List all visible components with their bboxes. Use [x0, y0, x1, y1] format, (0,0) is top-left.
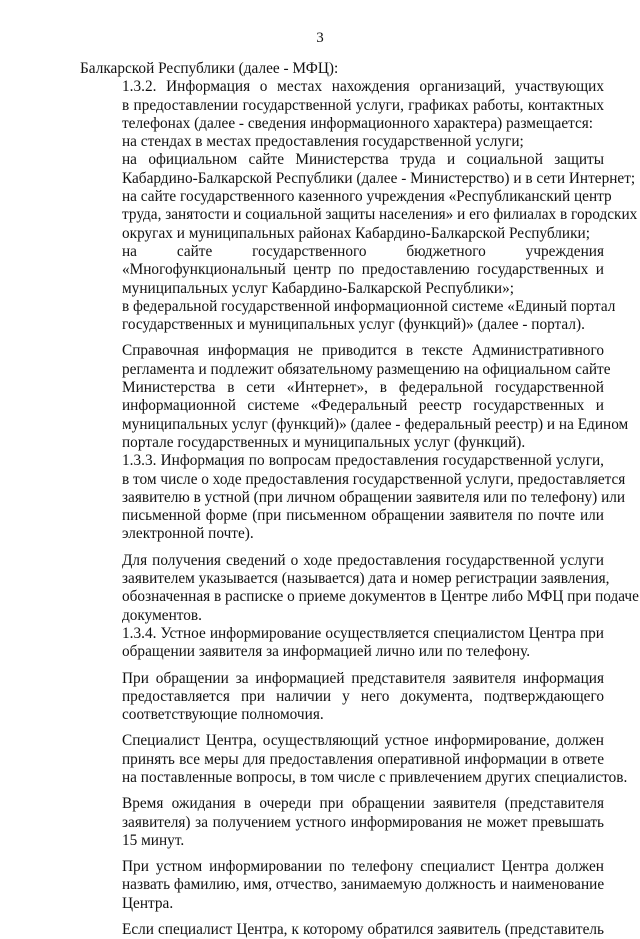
text-line: 1.3.4. Устное информирование осуществляется специалистом Центра при [122, 624, 604, 642]
paragraph [80, 795, 604, 850]
text-line: «Многофункциональный центр по предоставлению государственных и [122, 261, 604, 279]
text-line: 1.3.2. Информация о местах нахождения организаций, участвующих [122, 78, 604, 96]
text-line: 1.3.3. Информация по вопросам предоставления государственной услуги, [122, 452, 604, 470]
document-body [80, 60, 639, 939]
paragraph [80, 133, 604, 151]
paragraph [80, 78, 604, 133]
text-line: предоставляется при наличии у него документа, подтверждающего [122, 687, 604, 705]
text-line: заявителю в устной (при личном обращении заявителя или по телефону) или [122, 488, 626, 506]
text-line: в предоставлении государственной услуги, графиках работы, контактных [122, 96, 604, 114]
paragraph [80, 151, 636, 188]
text-line: Для получения сведений о ходе предоставления государственной услуги [122, 551, 604, 569]
text-line: на поставленные вопросы, в том числе с привлечением других специалистов. [122, 768, 628, 786]
paragraph [80, 60, 604, 78]
text-line: Если специалист Центра, к которому обратился заявитель (представитель [122, 921, 604, 939]
paragraph [80, 921, 604, 939]
text-line: 15 минут. [122, 831, 185, 849]
text-line: электронной почте). [122, 525, 254, 543]
text-line: При обращении за информацией представителя заявителя информация [122, 669, 604, 687]
text-line: труда, занятости и социальной защиты населения» и его филиалах в городских [122, 206, 638, 224]
text-line: Специалист Центра, осуществляющий устное информирование, должен [122, 732, 604, 750]
text-line: Кабардино-Балкарской Республики (далее - Министерство) и в сети Интернет; [122, 169, 636, 187]
text-line: документов. [122, 606, 202, 624]
paragraph [80, 243, 604, 298]
text-line: заявителем указывается (называется) дата и номер регистрации заявления, [122, 570, 610, 588]
text-line: письменной форме (при письменном обращении заявителя по почте или [122, 507, 604, 525]
page-number: 3 [316, 30, 324, 46]
text-line: на сайте государственного казенного учреждения «Республиканский центр [122, 188, 612, 206]
paragraph [80, 625, 604, 662]
text-line: соответствующие полномочия. [122, 706, 324, 724]
paragraph [80, 297, 616, 335]
paragraph [80, 551, 639, 625]
text-line: обозначенная в расписке о приеме документов в Центре либо МФЦ при подаче [122, 588, 639, 606]
paragraph [80, 670, 604, 725]
text-line: Балкарской Республики (далее - МФЦ): [80, 60, 339, 77]
text-line: телефонах (далее - сведения информационного характера) размещается: [122, 114, 594, 132]
text-line: При устном информировании по телефону специалист Центра должен [122, 858, 604, 876]
text-line: на официальном сайте Министерства труда и социальной защиты [122, 151, 604, 169]
text-line: назвать фамилию, имя, отчество, занимаемую должность и наименование [122, 876, 605, 894]
text-line: Министерства в сети «Интернет», в федеральной государственной [122, 379, 604, 397]
text-line: Время ожидания в очереди при обращении заявителя (представителя [122, 795, 604, 813]
text-line: заявителя) за получением устного информирования не может превышать [122, 813, 604, 831]
text-line: на стендах в местах предоставления государственной услуги; [122, 133, 524, 151]
text-line: округах и муниципальных районах Кабардино-Балкарской Республики; [122, 224, 590, 242]
text-line: в том числе о ходе предоставления государственной услуги, предоставляется [122, 470, 626, 488]
text-line: государственных и муниципальных услуг (функций)» (далее - портал). [122, 316, 585, 334]
text-line: принять все меры для предоставления оперативной информации в ответе [122, 750, 604, 768]
text-line: муниципальных услуг Кабардино-Балкарской Республики»; [122, 279, 514, 297]
text-line: портале государственных и муниципальных услуг (функций). [122, 433, 526, 451]
text-line: на сайте государственного бюджетного учреждения [122, 242, 604, 260]
text-line: обращении заявителя за информацией лично или по телефону. [122, 643, 531, 661]
text-line: информационной системе «Федеральный реестр государственных и [122, 397, 604, 415]
paragraph [80, 452, 626, 543]
paragraph [80, 188, 638, 243]
text-line: в федеральной государственной информационной системе «Единый портал [122, 297, 616, 315]
text-line: Справочная информация не приводится в тексте Административного [122, 342, 604, 360]
text-line: Центра. [122, 894, 174, 912]
text-line: регламента и подлежит обязательному размещению на официальном сайте [122, 360, 611, 378]
text-line: муниципальных услуг (функций)» (далее - федеральный реестр) и на Едином [122, 415, 629, 433]
paragraph [80, 732, 628, 787]
paragraph [80, 342, 629, 452]
